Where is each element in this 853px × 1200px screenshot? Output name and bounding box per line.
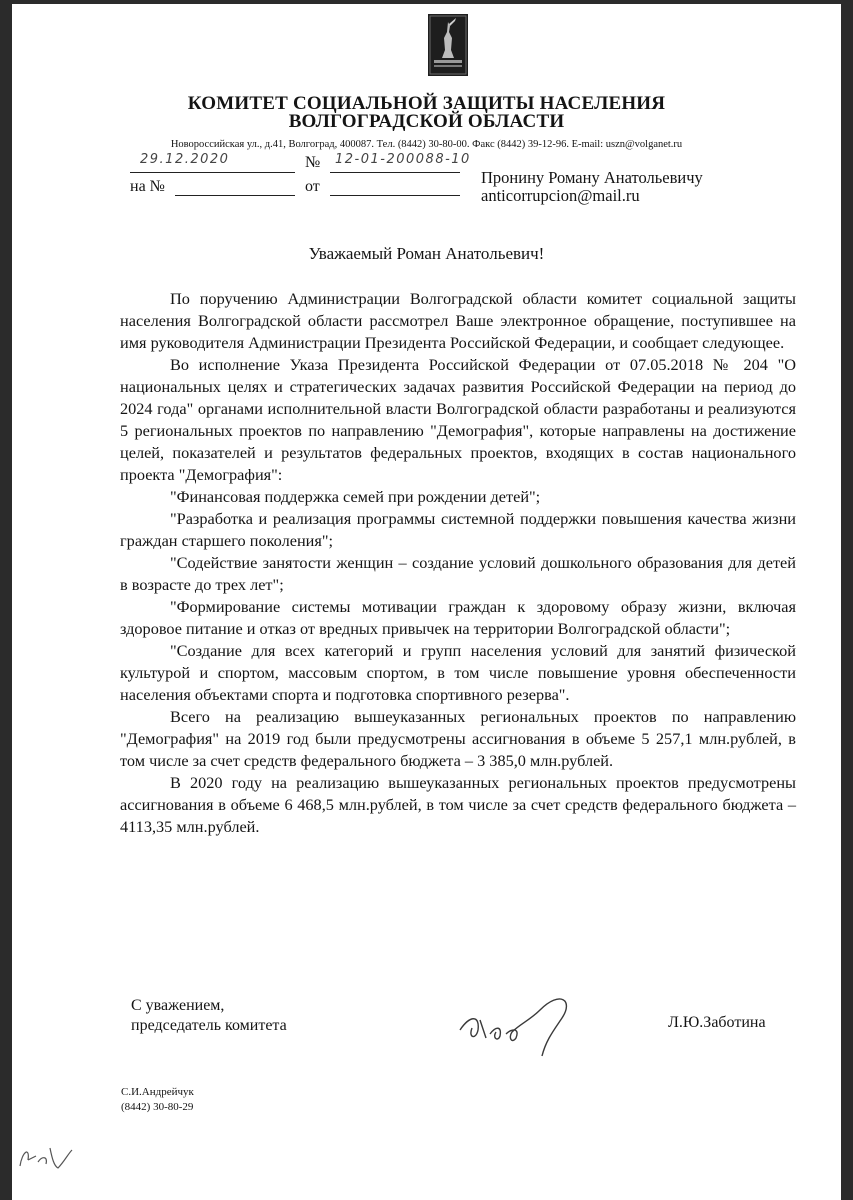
- scan-border-right: [841, 0, 853, 1200]
- recipient-name: Пронину Роману Анатольевичу: [481, 168, 703, 187]
- number-label: №: [305, 154, 321, 171]
- executor-name: С.И.Андрейчук: [121, 1086, 194, 1098]
- paragraph: По поручению Администрации Волгоградской области комитет социальной защиты населения Волгоградской области рассмотрел Ваше электронное обращение, поступившее на имя руководителя Администрации Президента Российской Федерации, и сообщает следующее.: [120, 289, 796, 352]
- greeting: Уважаемый Роман Анатольевич!: [308, 244, 545, 263]
- registration-date: 29.12.2020: [140, 152, 230, 167]
- paragraph: Всего на реализацию вышеуказанных региональных проектов по направлению "Демография" на 2019 год были предусмотрены ассигнования в объеме 5 257,1 млн.рублей, в том числе за счет средств федерального бюджета – 3 385,0 млн.рублей.: [120, 707, 796, 770]
- org-address: Новороссийская ул., д.41, Волгоград, 400087. Тел. (8442) 30-80-00. Факс (8442) 39-12-96. E-mail: uszn@volganet.ru: [170, 139, 683, 150]
- recipient-email: anticorrupcion@mail.ru: [481, 186, 640, 205]
- closing-regards: С уважением,: [131, 997, 225, 1014]
- reply-to-label: на №: [130, 178, 165, 195]
- executor-block: [121, 1085, 194, 1115]
- paragraph: "Финансовая поддержка семей при рождении детей";: [170, 487, 541, 506]
- volgograd-emblem-icon: [428, 14, 468, 76]
- reply-underline: [175, 195, 295, 196]
- handwritten-mark-icon: [16, 1138, 76, 1174]
- paragraph: В 2020 году на реализацию вышеуказанных региональных проектов предусмотрены ассигнования в объеме 6 468,5 млн.рублей, в том числе за счет средств федерального бюджета – 4113,35 млн.рублей.: [120, 773, 796, 836]
- paragraph: "Формирование системы мотивации граждан к здоровому образу жизни, включая здоровое питание и отказ от вредных привычек на территории Волгоградской области";: [120, 597, 796, 638]
- letter-body: [120, 288, 796, 838]
- executor-phone: (8442) 30-80-29: [121, 1101, 194, 1113]
- paragraph: "Разработка и реализация программы системной поддержки повышения качества жизни граждан старшего поколения";: [120, 509, 796, 550]
- paragraph: Во исполнение Указа Президента Российской Федерации от 07.05.2018 № 204 "О национальных целях и стратегических задачах развития Российской Федерации на период до 2024 года" органами исполнительной власти Волгоградской области разработаны и реализуются 5 региональных проектов по направлению "Демография", которые направлены на достижение целей, показателей и результатов федеральных проектов, входящих в состав национального проекта "Демография":: [120, 355, 796, 484]
- from-underline: [330, 195, 460, 196]
- closing-block: [131, 996, 287, 1036]
- registration-number: 12-01-200088-10: [335, 152, 471, 167]
- signature-image: [450, 990, 600, 1060]
- signer-name: Л.Ю.Заботина: [668, 1014, 766, 1031]
- org-name-line2: ВОЛГОГРАДСКОЙ ОБЛАСТИ: [288, 111, 565, 132]
- number-underline: [330, 172, 460, 173]
- date-underline: [130, 172, 295, 173]
- org-name-line1: КОМИТЕТ СОЦИАЛЬНОЙ ЗАЩИТЫ НАСЕЛЕНИЯ: [187, 93, 666, 114]
- from-label: от: [305, 178, 320, 195]
- scan-border-top: [0, 0, 853, 4]
- paragraph: "Содействие занятости женщин – создание условий дошкольного образования для детей в возрасте до трех лет";: [120, 553, 796, 594]
- scan-border-left: [0, 0, 12, 1200]
- paragraph: "Создание для всех категорий и групп населения условий для занятий физической культурой и спортом, массовым спортом, в том числе повышение уровня обеспеченности населения объектами спорта и подготовка спортивного резерва".: [120, 641, 796, 704]
- closing-position: председатель комитета: [131, 1017, 287, 1034]
